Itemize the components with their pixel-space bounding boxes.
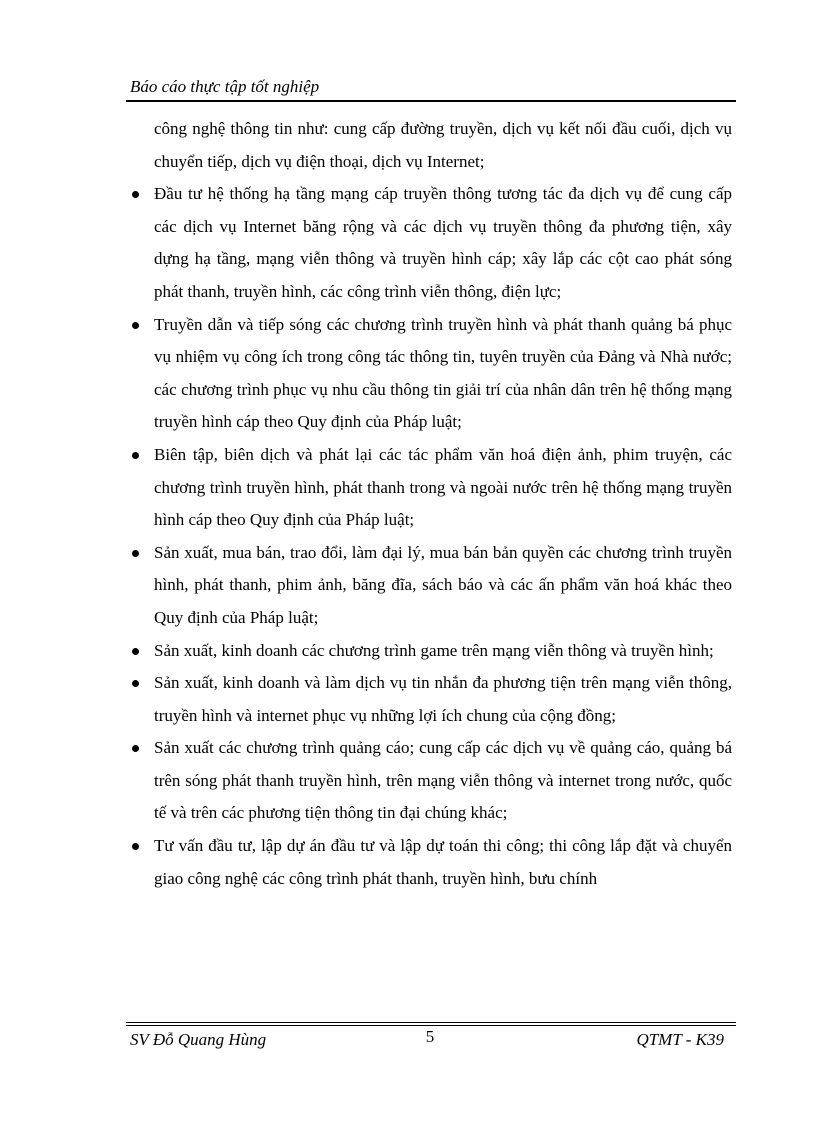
- bullet-item: Tư vấn đầu tư, lập dự án đầu tư và lập dự toán thi công; thi công lắp đặt và chuyển giao công nghệ các công trình phát thanh, truyền hình, bưu chính: [130, 830, 732, 895]
- header-divider: [126, 100, 736, 102]
- bullet-item: Đầu tư hệ thống hạ tầng mạng cáp truyền thông tương tác đa dịch vụ để cung cấp các dịch vụ Internet băng rộng và các dịch vụ truyền thông đa phương tiện, xây dựng hạ tầng, mạng viễn thông và truyền hình cáp; xây lắp các cột cao phát sóng phát thanh, truyền hình, các công trình viễn thông, điện lực;: [130, 178, 732, 308]
- page-number: 5: [425, 1027, 435, 1046]
- bullet-item: Sản xuất, kinh doanh và làm dịch vụ tin nhắn đa phương tiện trên mạng viễn thông, truyền hình và internet phục vụ những lợi ích chung của cộng đồng;: [130, 667, 732, 732]
- bullet-list: [130, 178, 732, 895]
- bullet-item: Truyền dẫn và tiếp sóng các chương trình truyền hình và phát thanh quảng bá phục vụ nhiệm vụ công ích trong công tác thông tin, tuyên truyền của Đảng và Nhà nước; các chương trình phục vụ nhu cầu thông tin giải trí của nhân dân trên hệ thống mạng truyền hình cáp theo Quy định của Pháp luật;: [130, 309, 732, 439]
- footer-author: SV Đỗ Quang Hùng: [130, 1030, 267, 1049]
- bullet-item: Sản xuất các chương trình quảng cáo; cung cấp các dịch vụ về quảng cáo, quảng bá trên sóng phát thanh truyền hình, trên mạng viễn thông và internet trong nước, quốc tế và trên các phương tiện thông tin đại chúng khác;: [130, 732, 732, 830]
- footer-divider-top: [126, 1022, 736, 1023]
- footer-class-code: QTMT - K39: [636, 1030, 724, 1049]
- page-header-title: Báo cáo thực tập tốt nghiệp: [130, 77, 320, 96]
- continued-paragraph: công nghệ thông tin như: cung cấp đường truyền, dịch vụ kết nối đầu cuối, dịch vụ chuyển tiếp, dịch vụ điện thoại, dịch vụ Internet;: [154, 119, 732, 171]
- bullet-item: Sản xuất, mua bán, trao đổi, làm đại lý, mua bán bản quyền các chương trình truyền hình, phát thanh, phim ảnh, băng đĩa, sách báo và các ấn phẩm văn hoá khác theo Quy định của Pháp luật;: [130, 537, 732, 635]
- bullet-item: Biên tập, biên dịch và phát lại các tác phẩm văn hoá điện ảnh, phim truyện, các chương trình truyền hình, phát thanh trong và ngoài nước trên hệ thống mạng truyền hình cáp theo Quy định của Pháp luật;: [130, 439, 732, 537]
- bullet-item: Sản xuất, kinh doanh các chương trình game trên mạng viễn thông và truyền hình;: [130, 635, 732, 668]
- document-body: [130, 113, 732, 895]
